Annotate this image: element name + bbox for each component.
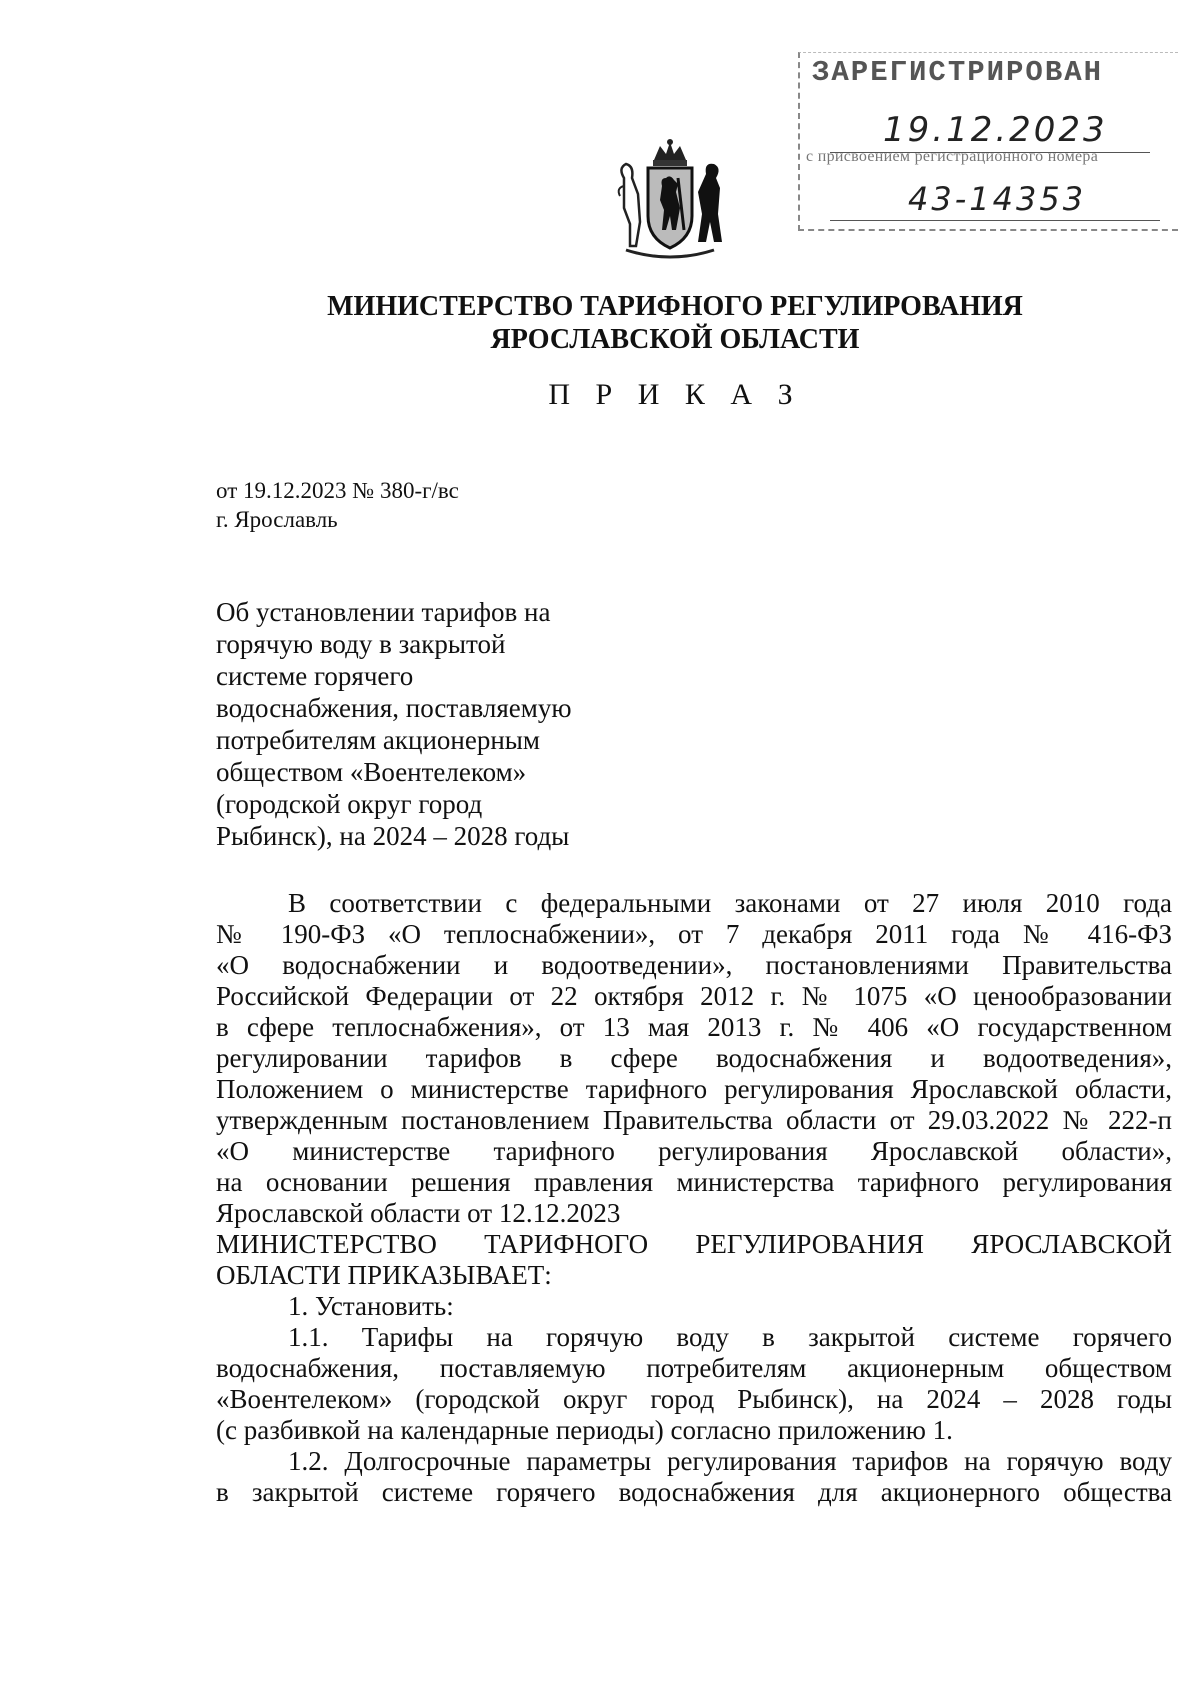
ministry-heading-line: ЯРОСЛАВСКОЙ ОБЛАСТИ: [490, 324, 860, 355]
document-body: [216, 888, 1172, 1508]
text-line: (с разбивкой на календарные периоды) согласно приложению 1.: [216, 1415, 953, 1445]
stamp-registration-number: 43-14353: [908, 180, 1087, 218]
subject-line: (городской округ город: [216, 789, 483, 819]
subject-line: водоснабжения, поставляемую: [216, 693, 572, 723]
stamp-divider: [830, 220, 1160, 221]
yaroslavl-coat-of-arms-icon: [610, 138, 730, 266]
document-subject: [216, 596, 572, 852]
stamp-date: 19.12.2023: [883, 110, 1108, 150]
text-line: Положением о министерстве тарифного регулирования Ярославской области,: [216, 1074, 1172, 1104]
item-1-1: [216, 1322, 1172, 1446]
text-line: водоснабжения, поставляемую потребителям акционерным обществом: [216, 1353, 1172, 1383]
item-1-2: [216, 1446, 1172, 1508]
text-line: в закрытой системе горячего водоснабжения для акционерного общества: [216, 1477, 1172, 1507]
text-line: утвержденным постановлением Правительства области от 29.03.2022 № 222-п: [216, 1105, 1172, 1135]
registration-stamp: [798, 52, 1178, 232]
date-and-number: от 19.12.2023 № 380-г/вс: [216, 478, 459, 503]
text-line: Российской Федерации от 22 октября 2012 г. № 1075 «О ценообразовании: [216, 981, 1172, 1011]
subject-line: системе горячего: [216, 661, 414, 691]
subject-line: потребителям акционерным: [216, 725, 541, 755]
subject-line: горячую воду в закрытой: [216, 629, 506, 659]
text-line: В соответствии с федеральными законами от 27 июля 2010 года: [288, 888, 1172, 918]
text-line: «Воентелеком» (городской округ город Рыбинск), на 2024 – 2028 годы: [216, 1384, 1172, 1414]
text-line: на основании решения правления министерства тарифного регулирования: [216, 1167, 1172, 1197]
text-line: «О министерстве тарифного регулирования Ярославской области»,: [216, 1136, 1172, 1166]
text-line: 1.2. Долгосрочные параметры регулирования тарифов на горячую воду: [288, 1446, 1172, 1476]
text-line: 1.1. Тарифы на горячую воду в закрытой системе горячего: [288, 1322, 1172, 1352]
stamp-subtitle: с присвоением регистрационного номера: [806, 148, 1099, 165]
text-line: МИНИСТЕРСТВО ТАРИФНОГО РЕГУЛИРОВАНИЯ ЯРОСЛАВСКОЙ: [216, 1229, 1172, 1259]
text-line: в сфере теплоснабжения», от 13 мая 2013 г. № 406 «О государственном: [216, 1012, 1172, 1042]
text-line: ОБЛАСТИ ПРИКАЗЫВАЕТ:: [216, 1260, 552, 1290]
stamp-title: ЗАРЕГИСТРИРОВАН: [812, 56, 1104, 89]
city: г. Ярославль: [216, 507, 338, 532]
subject-line: обществом «Воентелеком»: [216, 757, 527, 787]
ministry-heading-line: МИНИСТЕРСТВО ТАРИФНОГО РЕГУЛИРОВАНИЯ: [327, 291, 1023, 322]
item-1: 1. Установить:: [288, 1291, 454, 1321]
subject-line: Рыбинск), на 2024 – 2028 годы: [216, 821, 570, 851]
orders-clause: [216, 1229, 1172, 1291]
document-type: П Р И К А З: [548, 378, 802, 411]
text-line: регулировании тарифов в сфере водоснабжения и водоотведения»,: [216, 1043, 1172, 1073]
ministry-heading: [0, 290, 1200, 356]
text-line: Ярославской области от 12.12.2023: [216, 1198, 621, 1228]
preamble-paragraph: [216, 888, 1172, 1229]
text-line: № 190-ФЗ «О теплоснабжении», от 7 декабря 2011 года № 416-ФЗ: [216, 919, 1172, 949]
text-line: «О водоснабжении и водоотведении», постановлениями Правительства: [216, 950, 1172, 980]
subject-line: Об установлении тарифов на: [216, 597, 551, 627]
document-meta: [216, 476, 459, 534]
